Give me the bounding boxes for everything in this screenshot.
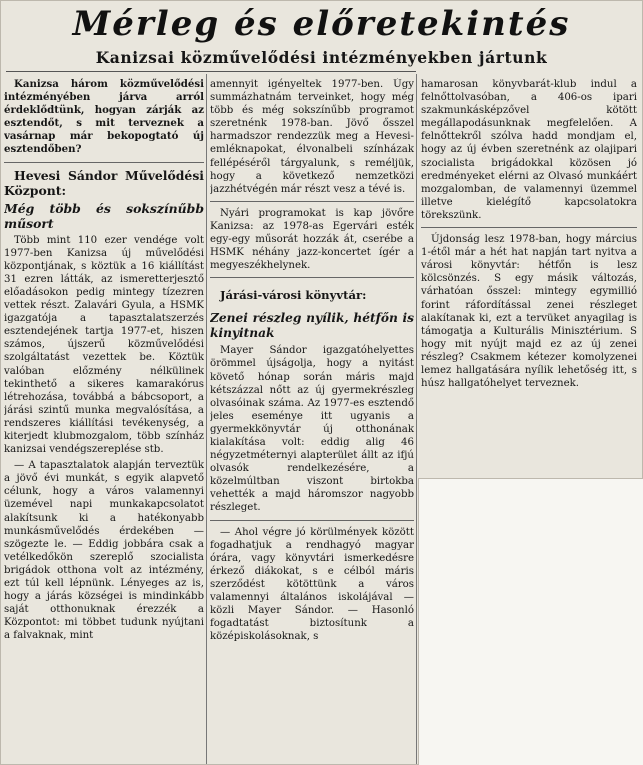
blank-background: [418, 478, 643, 765]
column-divider: [206, 74, 207, 764]
body-paragraph: amennyit igényeltek 1977-ben. Úgy summázhatnám terveinket, hogy még több és még sokszínűbb programot szeretnénk 1978-ban. Jövő ősszel harmadszor rendezzük meg a Hevesi-emléknapokat, élvonalbeli színházak fellépéséről tárgyalunk, s reméljük, hogy a következő nemzetközi jazzhétvégén már részt vesz a tévé is.: [210, 79, 414, 195]
body-paragraph: Mayer Sándor igazgatóhelyettes örömmel újságolja, hogy a nyitást követő hónap során máris majd kétszázzal nőtt az új gyermekrészleg olvasóinak száma. Az 1977-es esztendő jeles eseménye itt ugyanis a gyermekkönyvtár új otthonának kialakítása volt: eddig alig 46 négyzetméternyi alapterület állt az ifjú olvasók rendelkezésére, a közelmúltban viszont birtokba vehették a majd háromszor nagyobb részleget.: [210, 345, 414, 514]
column-2: [210, 78, 414, 762]
body-paragraph: — Ahol végre jó körülmények között fogadhatjuk a rendhagyó magyar órára, vagy könyvtári ismerkedésre érkező diákokat, s e célból máris szerződést kötöttünk a város valamennyi általános iskolájával — közli Mayer Sándor. — Hasonló fogadtatást biztosítunk a középiskolásoknak, s: [210, 526, 414, 643]
intro-paragraph: Kanizsa három közművelődési intézményében járva arról érdeklődtünk, hogyan zárják az esztendőt, s mit terveznek a vasárnap már bekopogtató új esztendőben?: [4, 78, 204, 156]
article-headline: Mérleg és előretekintés: [72, 4, 571, 44]
body-paragraph: Több mint 110 ezer vendége volt 1977-ben Kanizsa új művelődési központjának, s köztük a 16 kiállítást 31 ezren látták, az ismeretterjesztő előadásokon pedig mintegy tízezren vettek részt. Zalavári Gyula, a HSMK igazgatója a tapasztalatszerzés esztendejének tartja 1977-et, hiszen számos, újszerű közművelődési szolgáltatást vezettek be. Köztük valóban előzmény nélkülinek tekinthető a sikeres kamarakórus létrehozása, továbbá a bábcsoport, a járási szintű munka megvalósítása, a rendszeres kiállítási tevékenység, a kiterjedt klubmozgalom, több színház kanizsai vendégszereplése stb.: [4, 234, 204, 456]
subheading-library: Zenei részleg nyílik, hétfőn is kinyitnak: [210, 311, 414, 341]
body-paragraph: Újdonság lesz 1978-ban, hogy március 1-étől már a hét hat napján tart nyitva a városi könyvtár: hétfőn is lesz kölcsönzés. S egy másik változás, várhatóan ősszel: mintegy egymillió forint ráfordítással zenei részleget alakítanak ki, ezt a tervüket anyagilag is támogatja a Kulturális Minisztérium. S hogy mit nyújt majd ez az új zenei részleg? Csakmem kétezer komolyzenei lemez hallgatására nyílik lehetőség itt, s húsz hallgatóhelyet terveznek.: [421, 234, 637, 390]
section-rule: [210, 277, 414, 278]
column-1: [4, 78, 204, 762]
section-rule: [421, 227, 637, 228]
article-subheadline: Kanizsai közművelődési intézményekben jártunk: [95, 48, 548, 67]
section-rule: [4, 162, 204, 163]
column-3: [421, 78, 637, 476]
column-divider: [416, 74, 417, 764]
body-paragraph: — A tapasztalatok alapján terveztük a jövő évi munkát, s egyik alapvető célunk, hogy a város valamennyi üzemével napi munkakapcsolatot alakítsunk ki a hatékonyabb munkásművelődés érdekében — szögezte le. — Eddig jobbára csak a vetélkedőkön szereplő szocialista brigádok otthona volt az intézmény, ezt túl kell lépnünk. Lényeges az is, hogy a járás községei is mindinkább saját otthonuknak érezzék a Központot: mi többet tudunk nyújtani a falvaknak, mint: [4, 460, 204, 642]
body-paragraph: hamarosan könyvbarát-klub indul a felnőttolvasóban, a 406-os ipari szakmunkásképzővel kötött megállapodásunknak megfelelően. A felnőttekről szólva hadd mondjam el, hogy az új évben szeretnénk az olajipari szocialista brigádokkal közösen jó eredményeket elérni az Olvasó munkáért mozgalomban, de valamennyi üzemmel illetve kielégítő kapcsolatokra törekszünk.: [421, 79, 637, 221]
headline-rule: [6, 71, 416, 72]
section-rule: [210, 520, 414, 521]
section-heading-hsmk: Hevesi Sándor Művelődési Központ:: [4, 167, 204, 198]
body-paragraph: Nyári programokat is kap jövőre Kanizsa: az 1978-as Egervári esték egy-egy műsorát hozzák át, cserébe a HSMK néhány jazz-koncertet ígér a megyeszékhelynek.: [210, 207, 414, 272]
subheading-hsmk: Még több és sokszínűbb műsort: [4, 200, 204, 231]
section-rule: [210, 201, 414, 202]
section-heading-library: Járási-városi könyvtár:: [220, 288, 367, 303]
